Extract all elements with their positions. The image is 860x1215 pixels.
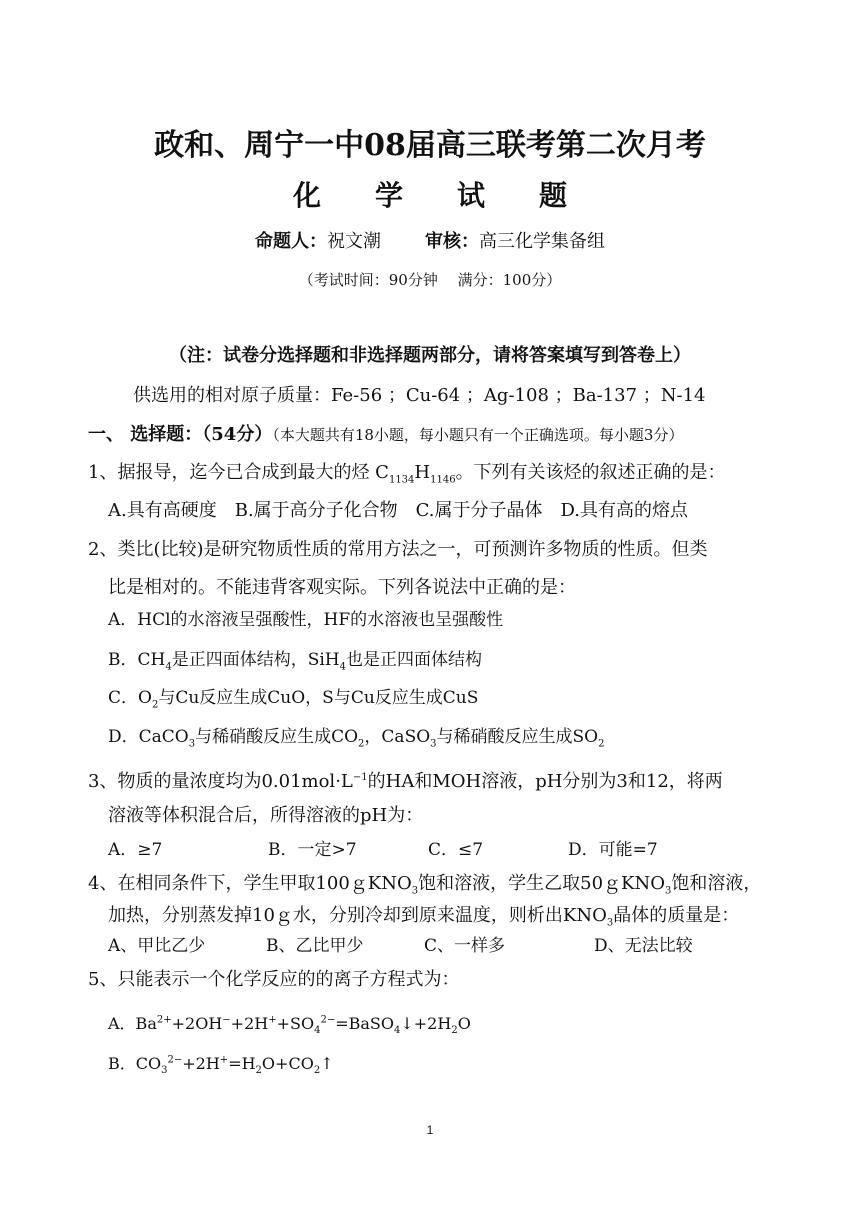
q2d-subscript: 3 [430, 738, 437, 750]
q2d-subscript: 2 [598, 738, 605, 750]
exam-info: （考试时间：90分钟 满分：100分） [298, 271, 562, 289]
q4-option-a: A、甲比乙少 [108, 936, 206, 956]
q5b-subscript: 3 [161, 1065, 168, 1077]
subject-char: 试 [457, 179, 486, 212]
q1-text: H [414, 462, 431, 483]
author-line [0, 230, 860, 254]
review-label: 审核： [425, 231, 479, 252]
question-3-options [108, 838, 658, 862]
q2c-text: 与Cu反应生成CuO，S与Cu反应生成CuS [158, 688, 479, 708]
q5a-subscript: 4 [393, 1025, 401, 1037]
answer-note: （注：试卷分选择题和非选择题两部分，请将答案填写到答卷上） [169, 345, 691, 366]
question-3-stem-line2: 溶液等体积混合后，所得溶液的pH为： [108, 805, 424, 826]
question-2-stem-line1: 2、类比(比较)是研究物质性质的常用方法之一，可预测许多物质的性质。但类 [88, 539, 708, 560]
q2d-text: ，CaSO [364, 727, 431, 747]
q5a-text: A．Ba [108, 1014, 157, 1033]
q4-subscript: 3 [411, 885, 419, 897]
q5b-text: +2H [182, 1054, 220, 1073]
q4-option-d: D、无法比较 [594, 936, 693, 956]
q4-option-c: C、一样多 [424, 936, 506, 956]
author-name: 祝文潮 [327, 231, 381, 252]
q5a-superscript: + [268, 1014, 277, 1026]
page-number: 1 [426, 1123, 434, 1137]
q2b-text: 是正四面体结构，SiH [171, 650, 340, 670]
q5b-text: =H [228, 1054, 256, 1073]
q5b-text: O+CO [261, 1054, 314, 1073]
q3-text: 3、物质的量浓度均为0.01mol·L [88, 771, 353, 792]
question-2-stem-line2: 比是相对的。不能违背客观实际。下列各说法中正确的是： [108, 577, 576, 598]
q2d-text: 与稀硝酸反应生成CO [195, 727, 359, 747]
question-2-option-d [108, 725, 605, 749]
q5a-subscript: 2 [451, 1025, 458, 1037]
q2b-subscript: 4 [165, 661, 172, 673]
q4-text: 饱和溶液，学生乙取50ｇKNO [418, 873, 665, 894]
q5a-text: +2OH [171, 1014, 223, 1033]
subject-title [0, 179, 860, 213]
exam-title: 政和、周宁一中08届高三联考第二次月考 [154, 128, 706, 163]
q2b-text: B．CH [108, 650, 166, 670]
subject-char: 化 [292, 179, 321, 212]
question-5-option-a [108, 1012, 471, 1036]
q5b-text: ↑ [320, 1054, 334, 1073]
question-4-stem-line2 [108, 904, 739, 928]
q3-option-a: A．≥7 [108, 840, 163, 860]
q5a-text: ↓+2H [400, 1014, 452, 1033]
question-4-stem-line1 [88, 872, 761, 896]
q2b-subscript: 4 [339, 661, 346, 673]
q5a-superscript: 2− [320, 1014, 336, 1026]
q4-text: 4、在相同条件下，学生甲取100ｇKNO [88, 873, 412, 894]
atomic-masses: 供选用的相对原子质量：Fe-56 ；Cu-64 ；Ag-108 ；Ba-137 ；N-14 [133, 385, 706, 406]
q5a-superscript: − [222, 1014, 231, 1026]
q5a-text: O [457, 1014, 471, 1033]
question-2-option-c [108, 686, 478, 710]
question-1-options: A.具有高硬度 B.属于高分子化合物 C.属于分子晶体 D.具有高的熔点 [108, 500, 689, 521]
q1-text: 。下列有关该烃的叙述正确的是： [455, 462, 726, 483]
q5b-superscript: + [219, 1054, 229, 1066]
author-label: 命题人： [255, 231, 327, 252]
q4-option-b: B、乙比甲少 [266, 936, 364, 956]
question-4-options [108, 934, 693, 958]
review-name: 高三化学集备组 [479, 231, 605, 252]
q5b-superscript: 2− [167, 1054, 183, 1066]
question-2-option-a: A．HCl的水溶液呈强酸性，HF的水溶液也呈强酸性 [108, 610, 504, 630]
question-5-option-b [108, 1052, 334, 1076]
section-instruction: （本大题共有18小题，每小题只有一个正确选项。每小题3分） [272, 426, 684, 444]
section-heading [88, 423, 683, 447]
q5b-text: B．CO [108, 1054, 162, 1073]
q1-subscript: 1146 [430, 474, 456, 486]
q4-text: 加热，分别蒸发掉10ｇ水，分别冷却到原来温度，则析出KNO [108, 905, 607, 926]
q5b-subscript: 2 [255, 1065, 262, 1077]
q3-text: 的HA和MOH溶液，pH分别为3和12，将两 [367, 771, 723, 792]
q5a-text: +SO [276, 1014, 315, 1033]
subject-char: 学 [374, 179, 403, 212]
q4-subscript: 3 [606, 917, 614, 929]
q1-text: 1、据报导，迄今已合成到最大的烃 C [88, 462, 389, 483]
section-title: 一、 选择题：（54分） [88, 424, 273, 445]
question-3-stem-line1 [88, 770, 723, 794]
q5b-subscript: 2 [313, 1065, 321, 1077]
q2c-subscript: 2 [151, 699, 159, 711]
q2b-text: 也是正四面体结构 [346, 650, 482, 670]
q4-subscript: 3 [665, 885, 672, 897]
q5a-subscript: 4 [314, 1025, 321, 1037]
question-5-stem: 5、只能表示一个化学反应的的离子方程式为： [88, 969, 460, 990]
q4-text: 晶体的质量是： [613, 905, 740, 926]
q2d-subscript: 3 [188, 738, 196, 750]
q5a-superscript: 2+ [156, 1014, 172, 1026]
q3-option-d: D．可能=7 [568, 840, 658, 860]
q2d-subscript: 2 [358, 738, 365, 750]
q2d-text: D．CaCO [108, 727, 189, 747]
q5a-text: +2H [230, 1014, 269, 1033]
q4-text: 饱和溶液， [671, 873, 762, 894]
subject-char: 题 [539, 179, 568, 212]
q3-option-b: B．一定>7 [268, 840, 357, 860]
question-2-option-b [108, 648, 482, 672]
q3-option-c: C．≤7 [428, 840, 484, 860]
question-1-stem [88, 461, 726, 485]
q1-subscript: 1134 [388, 474, 415, 486]
q5a-text: =BaSO [335, 1014, 394, 1033]
q3-superscript: −1 [352, 772, 368, 783]
q2c-text: C．O [108, 688, 152, 708]
q2d-text: 与稀硝酸反应生成SO [436, 727, 599, 747]
